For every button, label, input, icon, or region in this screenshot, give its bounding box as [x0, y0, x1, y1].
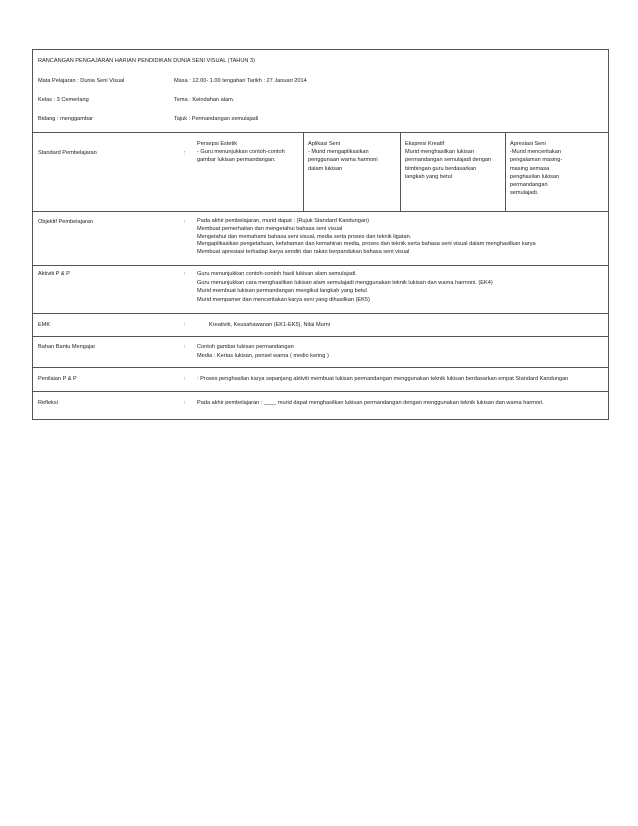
table-left-border [32, 133, 33, 420]
subject-field: Mata Pelajaran : Dunia Seni Visual [38, 78, 125, 84]
text-line: - Murid mengaplikasikan [308, 149, 369, 156]
penilaian-label: Penilaian P & P [38, 376, 77, 382]
time-date-field: Masa : 12.00- 1.00 tengahari Tarikh : 27 Januari 2014 [174, 78, 307, 84]
text-line: Contoh gambar lukisan permandangan [197, 344, 294, 350]
refleksi-colon: : [184, 400, 186, 406]
text-line: Murid menghasilkan lukisan [405, 149, 475, 156]
penilaian-content: : Proses penghasilan karya sepanjang aktiviti membuat lukisan permandangan menggunakan teknik lukisan berdasarkan empat Standard Kandungan [197, 376, 569, 382]
row-divider [32, 391, 609, 392]
emk-colon: : [184, 322, 186, 328]
text-line: Pada akhir pembelajaran, murid dapat : (Rujuk Standard Kandungan) [197, 218, 369, 224]
text-line: penghasilan lukisan [510, 173, 560, 180]
text-line: Media : Kertas lukisan, pensel warna ( medio kering ) [197, 352, 329, 359]
aktiviti-colon: : [184, 271, 186, 277]
text-line: - Guru menunjukkan contoh-contoh [197, 149, 285, 156]
emk-content: Kreativiti, Keusahawanan (EK1-EK5), Nilai Murni [209, 322, 330, 328]
text-line: Membuat apresiasi terhadap karya sendiri dan rakan berpandukan bahasa seni visual [197, 249, 410, 256]
text-line: permandangan [510, 182, 548, 189]
text-line: pengalaman masing- [510, 157, 563, 164]
row-divider [32, 336, 609, 337]
text-line: langkah yang betul [405, 173, 452, 180]
theme-field: Tema : Keindahan alam. [174, 97, 235, 103]
row-divider [32, 313, 609, 314]
text-line: Murid mempamer dan menceritakan karya seni yang dihasilkan (EK5) [197, 296, 370, 303]
text-line: penggunaan warna harmoni [308, 157, 378, 164]
objektif-content [197, 218, 602, 257]
aktiviti-label: Aktiviti P & P [38, 271, 70, 277]
standard-col-divider [303, 133, 304, 211]
text-line: dalam lukisan [308, 165, 343, 172]
aktiviti-content [197, 270, 602, 304]
standard-aplikasi-seni [308, 140, 398, 173]
bbm-colon: : [184, 344, 186, 350]
text-line: permandangan semulajadi dengan [405, 157, 492, 164]
emk-label: EMK [38, 322, 51, 328]
text-line: Aplikasi Seni [308, 141, 341, 147]
standard-col-divider [505, 133, 506, 211]
text-line: Membuat pemerhatian dan mengetahui bahasa seni visual [197, 225, 343, 232]
objektif-label: Objektif Pembelajaran [38, 219, 94, 225]
table-bottom-border [32, 419, 609, 420]
bbm-label: Bahan Bantu Mengajar [38, 344, 96, 350]
standard-persepsi-estetik [197, 140, 301, 165]
table-right-border [608, 133, 609, 420]
document-title: RANCANGAN PENGAJARAN HARIAN PENDIDIKAN DUNIA SENI VISUAL (TAHUN 3) [38, 58, 255, 64]
text-line: Ekspresi Kreatif [405, 141, 445, 147]
refleksi-content: Pada akhir pembelajaran : ____ murid dapat menghasilkan lukisan permandangan dengan menggunakan teknik lukisan dan warna harmori. [197, 400, 544, 406]
penilaian-colon: : [184, 376, 186, 382]
text-line: Murid membuat lukisan permandangan mengikut langkah yang betul [197, 288, 367, 295]
standard-col-divider [400, 133, 401, 211]
row-divider [32, 367, 609, 368]
objektif-colon: : [184, 219, 186, 225]
bbm-content [197, 343, 602, 360]
text-line: semulajadi. [510, 190, 539, 197]
standard-ekspresi-kreatif [405, 140, 503, 181]
text-line: Guru menunjukkan contoh-contoh hasil lukisan alam semulajadi. [197, 271, 357, 277]
standard-label: Standard Pembelajaran [38, 150, 97, 156]
text-line: Apresiasi Seni [510, 141, 546, 147]
refleksi-label: Refleksi [38, 400, 58, 406]
text-line: masing semasa [510, 165, 550, 172]
text-line: Guru menunjukkan cara menghasilkan lukisan alam semulajadi menggunakan teknik lukisan dan warna harmoni. (EK4) [197, 279, 493, 286]
standard-colon: : [184, 150, 186, 156]
text-line: bimbingan guru berdasarkan [405, 165, 477, 172]
standard-apresiasi-seni [510, 140, 606, 197]
topic-field: Tajuk : Permandangan semulajadi [174, 116, 259, 122]
class-field: Kelas : 3 Cemerlang [38, 97, 89, 103]
field-field: Bidang : menggambar [38, 116, 94, 122]
text-line: Mengetahui dan memahami bahasa seni visual, media serta proses dan teknik ligatan. [197, 233, 412, 240]
text-line: -Murid menceritakan [510, 149, 561, 156]
text-line: Persepsi Estetik [197, 141, 238, 147]
row-divider [32, 265, 609, 266]
text-line: Mengaplikasikan pengetahuan, kefahaman dan kemahiran media, proses dan teknik serta bahasa seni visual dalam menghasilkan karya [197, 241, 536, 248]
text-line: gambar lukisan permandangan. [197, 157, 276, 164]
row-divider [32, 211, 609, 212]
